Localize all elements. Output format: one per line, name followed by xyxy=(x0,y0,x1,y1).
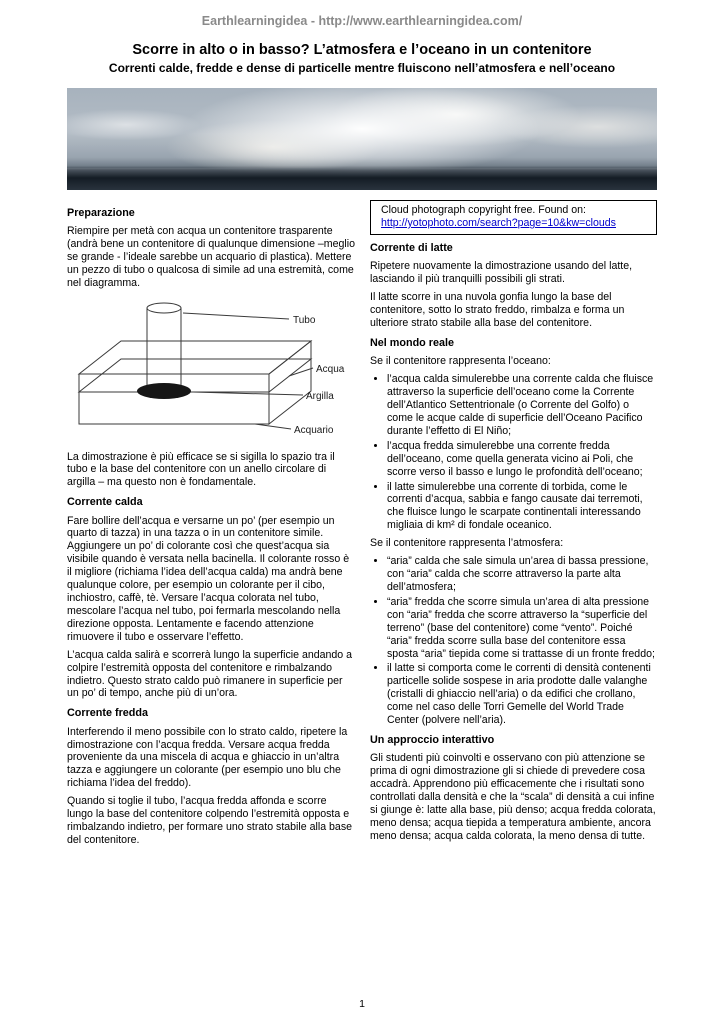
list-item: • l’acqua fredda simulerebbe una corrente fredda dell’oceano, come quella generata vicino ai Poli, che scorre verso il basso e lungo le profondità dell’oceano; xyxy=(387,440,657,479)
photo-credit-box xyxy=(370,200,657,235)
milk-paragraph-1: Ripetere nuovamente la dimostrazione usando del latte, lasciando il più tranquilli possibili gli strati. xyxy=(370,260,633,286)
photo-credit-text: Cloud photograph copyright free. Found on: xyxy=(381,203,586,216)
diagram-label-acqua: Acqua xyxy=(316,363,345,375)
tank-top-face xyxy=(79,341,311,374)
doc-title: Scorre in alto o in basso? L’atmosfera e l’oceano in un contenitore xyxy=(132,42,592,58)
sea-strip xyxy=(67,168,657,190)
after-diagram-paragraph: La dimostrazione è più efficace se si sigilla lo spazio tra il tubo e la base del contenitore con un anello circolare di argilla – ma questo non è fondamentale. xyxy=(67,450,335,489)
diagram-label-tubo: Tubo xyxy=(293,314,316,326)
prep-paragraph: Riempire per metà con acqua un contenitore trasparente (andrà bene un contenitore di qualunque dimensione –meglio se grande - l’ideale sarebbe un acquario di plastica). Mettere un pezzo di tubo o qualcosa di simile ad una estremità, come nel diagramma. xyxy=(67,224,356,289)
leader-line-acqua xyxy=(289,368,313,376)
ocean-bullet-list xyxy=(370,373,657,532)
heading-corrente-fredda: Corrente fredda xyxy=(67,707,148,720)
list-item: • il latte si comporta come le correnti di densità contenenti particelle solide sospese in aria prodotte dalle valanghe (cristalli di ghiaccio nell’aria) o da edifici che crollano, come nel caso delle Torri Gemelle del World Trade Center (polvere nell’aria). xyxy=(387,662,657,727)
tank-right-face xyxy=(269,341,311,424)
list-item: • “aria” calda che sale simula un’area di bassa pressione, con “aria” calda che scorre attraverso la parte alta dell’atmosfera; xyxy=(387,555,657,594)
diagram-label-acquario: Acquario xyxy=(294,424,334,436)
diagram-label-argilla: Argilla xyxy=(306,390,334,402)
page-number: 1 xyxy=(359,998,365,1010)
ocean-intro: Se il contenitore rappresenta l’oceano: xyxy=(370,355,551,368)
site-header: Earthlearningidea - http://www.earthlearningidea.com/ xyxy=(201,14,523,28)
photo-credit-link[interactable]: http://yotophoto.com/search?page=10&kw=clouds xyxy=(381,217,616,230)
cold-paragraph-1: Interferendo il meno possibile con lo strato caldo, ripetere la dimostrazione con l’acqua fredda. Versare acqua fredda proveniente da una miscela di acqua e ghiaccio in un’altra tazza e aggiungere un colorante (per esempio uno blu che richiama l’idea del freddo). xyxy=(67,725,348,790)
atmosphere-bullet-list xyxy=(370,555,657,727)
list-item: • il latte simulerebbe una corrente di torbida, come le correnti d’acqua, sabbia e fango causate dai terremoti, che fluisce lungo le scarpate continentali interessando migliaia di km² di fondale oceanico. xyxy=(387,481,657,533)
leader-line-tubo xyxy=(183,313,289,319)
cloud-photo xyxy=(67,88,657,190)
left-column xyxy=(67,200,355,852)
tube-top-opening xyxy=(147,303,181,313)
leader-line-acquario xyxy=(255,424,291,429)
tank-front-face xyxy=(79,374,269,424)
milk-paragraph-2: Il latte scorre in una nuvola gonfia lungo la base del contenitore, sotto lo strato freddo, rimbalza e forma un ulteriore strato stabile alla base del contenitore. xyxy=(370,291,625,330)
doc-subtitle: Correnti calde, fredde e dense di particelle mentre fluiscono nell’atmosfera e nell’oceano xyxy=(108,61,616,76)
heading-corrente-di-latte: Corrente di latte xyxy=(370,242,453,255)
list-item: • l’acqua calda simulerebbe una corrente calda che fluisce attraverso la superficie dell’oceano come la Corrente dell’Atlantico Settentrionale (o Corrente del Golfo) o come le acque calde di superficie dell’Oceano Pacifico durante l’effetto di El Niño; xyxy=(387,373,657,438)
heading-corrente-calda: Corrente calda xyxy=(67,496,143,509)
cold-paragraph-2: Quando si toglie il tubo, l’acqua fredda affonda e scorre lungo la base del contenitore colpendo l’estremità opposta e rimbalzando indietro, per formare uno strato stabile alla base del contenitore. xyxy=(67,795,353,846)
interactive-paragraph: Gli studenti più coinvolti e osservano con più attenzione se prima di ogni dimostrazione gli si chiede di prevedere cosa accadrà. Apprendono più efficacemente che i risultati sono controllati dalla densità e che la “scala” di densità a cui infine si giunge è: latte alla base, più denso; acqua fredda colorata, meno densa; acqua tiepida a temperatura ambiente, ancora meno densa; acqua calda colorata, la meno densa di tutte. xyxy=(370,752,656,842)
heading-preparazione: Preparazione xyxy=(67,206,135,219)
atmosphere-intro: Se il contenitore rappresenta l’atmosfera: xyxy=(370,537,564,550)
water-surface xyxy=(79,359,311,392)
warm-paragraph-1: Fare bollire dell’acqua e versarne un po’ (per esempio un quarto di tazza) in una tazza o in un contenitore simile. Aggiungere un po’ di colorante così che quest’acqua sia visibile quando è versata nella bacinella. Il colorante rosso è il migliore (richiama l’idea dell’acqua calda) ma andrà bene qualunque colore, per esempio un colorante per il cibo, inchiostro, caffè, tè. Versare l’acqua colorata nel tubo, mescolare l’acqua nel tubo, poi fermarla mescolando nella direzione opposta. Lentamente e facendo attenzione rimuovere il tubo e osservare l’effetto. xyxy=(67,514,350,643)
heading-approccio-interattivo: Un approccio interattivo xyxy=(370,734,495,747)
clay-ring xyxy=(137,383,191,399)
right-column xyxy=(370,200,657,852)
content-columns xyxy=(67,200,657,852)
list-item: • “aria” fredda che scorre simula un’area di alta pressione con “aria” fredda che scorre attraverso la “superficie del terreno” (base del contenitore) come “vento”. Poiché “aria” fredda scorre sulla base del contenitore essa sposta “aria” tiepida come si trattasse di un fronte freddo; xyxy=(387,596,657,661)
heading-nel-mondo-reale: Nel mondo reale xyxy=(370,337,454,350)
warm-paragraph-2: L’acqua calda salirà e scorrerà lungo la superficie andando a colpire l’estremità opposta del contenitore e rimbalzando indietro. Questo strato caldo può rimanere in superficie per un po’ di tempo, anche più di un’ora. xyxy=(67,648,353,700)
apparatus-diagram-svg xyxy=(67,296,355,446)
apparatus-diagram xyxy=(67,296,355,446)
